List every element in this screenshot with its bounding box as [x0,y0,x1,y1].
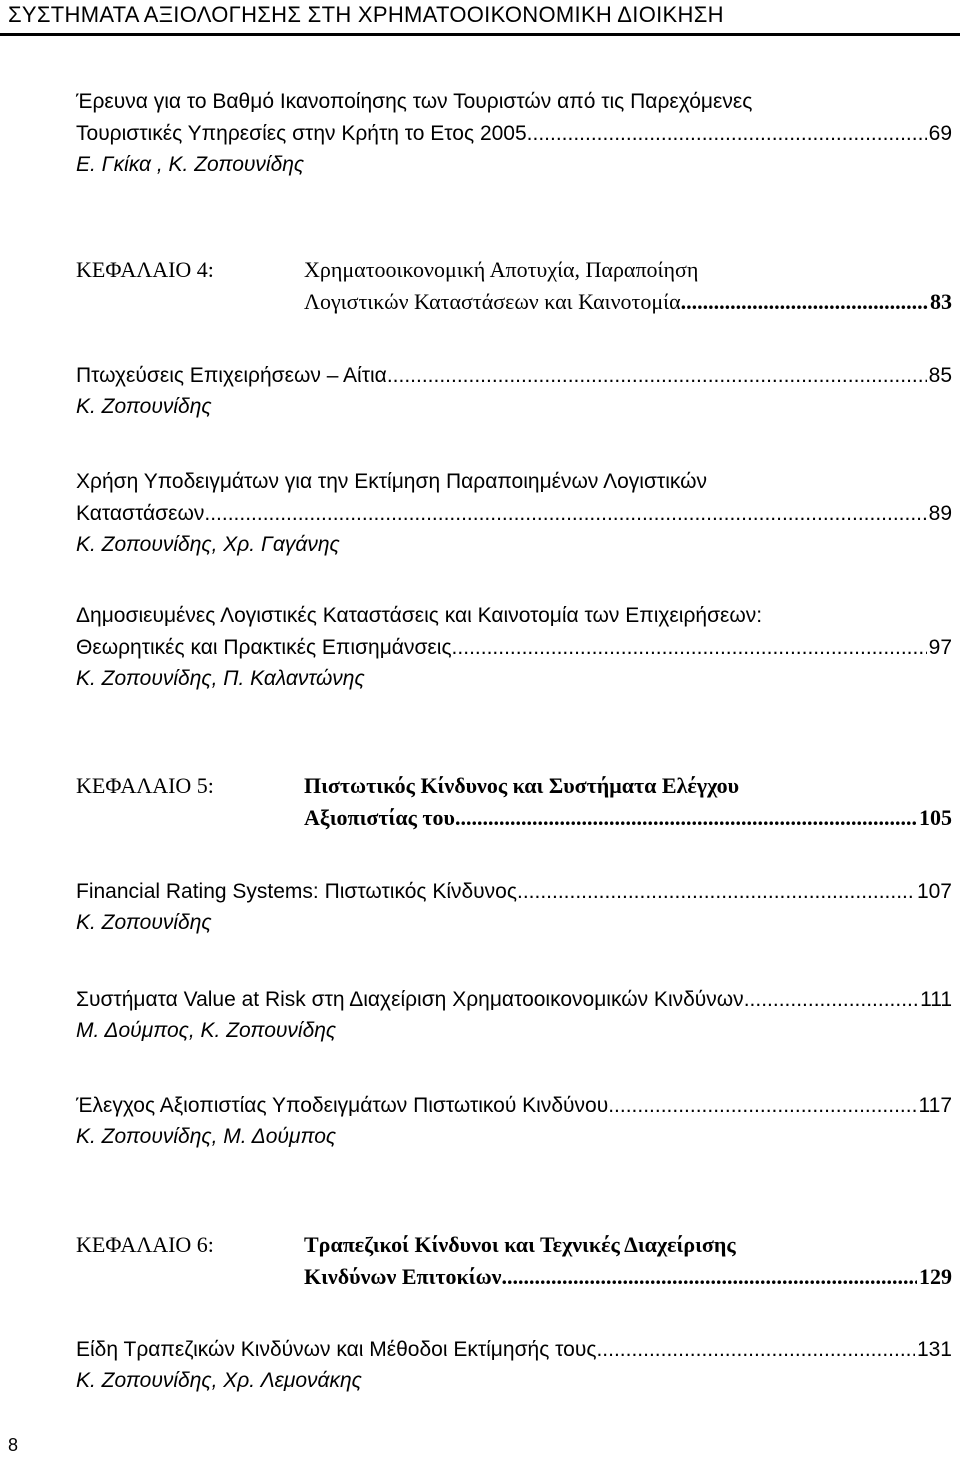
entry-title-line: Έλεγχος Αξιοπιστίας Υποδειγμάτων Πιστωτικού Κινδύνου ..... 117 [76,1090,952,1122]
page-number: 117 [918,1094,952,1117]
toc-entry-bankruptcies[interactable] [76,360,952,422]
entry-authors: Κ. Ζοπουνίδης, Χρ. Γαγάνης [76,533,340,556]
chapter-title-line: Αξιοπιστίας του ..... 105 [304,802,952,834]
footer-page-number: 8 [8,1435,19,1455]
entry-title-line: Financial Rating Systems: Πιστωτικός Κίνδυνος ..... 107 [76,876,952,908]
toc-entry-fraud-models[interactable] [76,466,952,560]
page-number: 83 [930,289,952,314]
entry-authors: Κ. Ζοπουνίδης, Μ. Δούμπος [76,1125,337,1148]
entry-title-line: Έρευνα για το Βαθμό Ικανοποίησης των Τουριστών από τις Παρεχόμενες [76,90,753,113]
toc-entry-value-at-risk[interactable] [76,984,952,1046]
page-number: 69 [928,122,952,145]
page-number: 107 [916,880,952,903]
toc-entry-credit-risk-validation[interactable] [76,1090,952,1152]
dot-leader [204,498,926,530]
entry-title-line: Συστήματα Value at Risk στη Διαχείριση Χρηματοοικονομικών Κινδύνων ..... 111 [76,984,952,1016]
entry-title-line: Δημοσιευμένες Λογιστικές Καταστάσεις και Καινοτομία των Επιχειρήσεων: [76,604,763,627]
chapter-label: ΚΕΦΑΛΑΙΟ 4: [76,257,214,282]
toc-entry-bank-risks[interactable] [76,1334,952,1396]
page-number: 131 [916,1338,952,1361]
entry-authors: Κ. Ζοπουνίδης [76,395,212,418]
entry-authors: Μ. Δούμπος, Κ. Ζοπουνίδης [76,1019,337,1042]
entry-authors: Κ. Ζοπουνίδης, Π. Καλαντώνης [76,667,365,690]
entry-title-line: Είδη Τραπεζικών Κινδύνων και Μέθοδοι Εκτίμησής τους ..... 131 [76,1334,952,1366]
chapter-title-line: Λογιστικών Καταστάσεων και Καινοτομία ..... 83 [304,286,952,318]
dot-leader [455,802,917,834]
dot-leader [501,1261,917,1293]
chapter-title-line: Κινδύνων Επιτοκίων ..... 129 [304,1261,952,1293]
entry-authors: Ε. Γκίκα , Κ. Ζοπουνίδης [76,153,305,176]
page-number: 97 [928,636,952,659]
entry-title-line: Τουριστικές Υπηρεσίες στην Κρήτη το Ετος 2005 ..... 69 [76,118,952,150]
entry-title-line: Πτωχεύσεις Επιχειρήσεων – Αίτια ..... 85 [76,360,952,392]
chapter-title-line: Πιστωτικός Κίνδυνος και Συστήματα Ελέγχου [304,773,740,798]
chapter-title-line: Τραπεζικοί Κίνδυνοι και Τεχνικές Διαχείρισης [304,1232,736,1257]
entry-title-line: Καταστάσεων ..... 89 [76,498,952,530]
page-number: 129 [919,1264,952,1289]
entry-authors: Κ. Ζοπουνίδης, Χρ. Λεμονάκης [76,1369,362,1392]
entry-authors: Κ. Ζοπουνίδης [76,911,212,934]
dot-leader [596,1334,915,1366]
page-number: 111 [920,988,952,1011]
dot-leader [681,286,928,318]
dot-leader [517,876,915,908]
toc-entry-published-statements[interactable] [76,600,952,694]
toc-entry-tourism-satisfaction[interactable] [76,86,952,180]
header-rule [0,33,960,36]
page-number: 105 [919,805,952,830]
chapter-label: ΚΕΦΑΛΑΙΟ 6: [76,1232,214,1257]
running-header: ΣΥΣΤΗΜΑΤΑ ΑΞΙΟΛΟΓΗΣΗΣ ΣΤΗ ΧΡΗΜΑΤΟΟΙΚΟΝΟΜΙΚΗ ΔΙΟΙΚΗΣΗ [8,2,724,27]
dot-leader [608,1090,916,1122]
page-number: 89 [928,502,952,525]
chapter-label: ΚΕΦΑΛΑΙΟ 5: [76,773,214,798]
dot-leader [527,118,927,150]
chapter-title-line: Χρηματοοικονομική Αποτυχία, Παραποίηση [304,257,699,282]
page-number: 85 [928,364,952,387]
toc-entry-financial-rating[interactable] [76,876,952,938]
dot-leader [457,632,926,664]
dot-leader [387,360,927,392]
entry-title-line: Θεωρητικές και Πρακτικές Επισημάνσεις. ..... 97 [76,632,952,664]
dot-leader [744,984,918,1016]
entry-title-line: Χρήση Υποδειγμάτων για την Εκτίμηση Παραποιημένων Λογιστικών [76,470,708,493]
